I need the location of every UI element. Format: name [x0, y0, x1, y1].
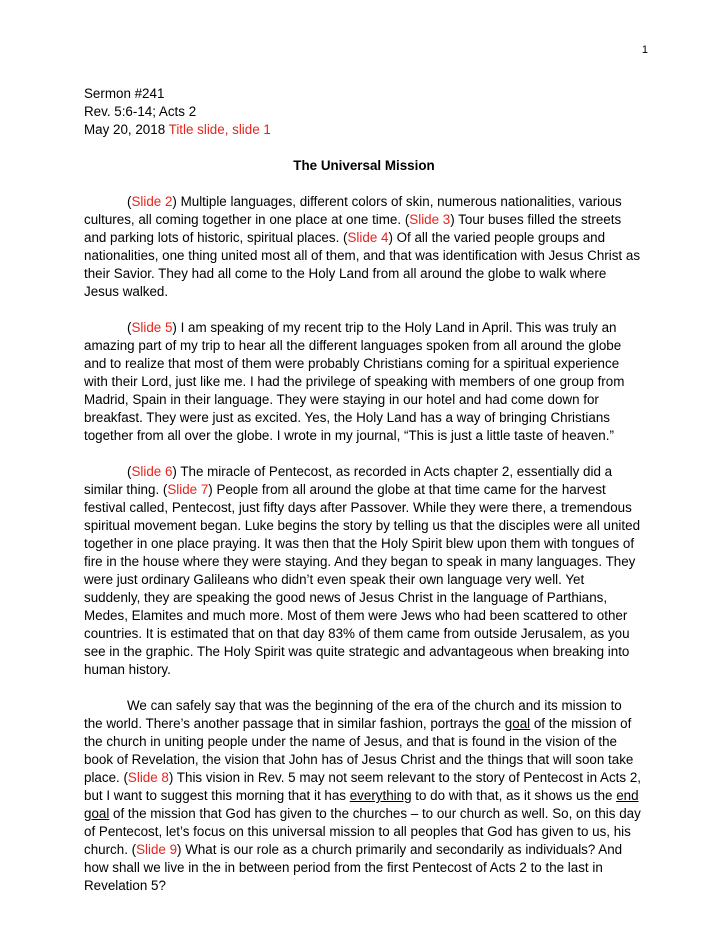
- document-body: [84, 85, 644, 913]
- paragraph-text: of the mission of the church in uniting people under the name of Jesus, and that is found in the vision of the book of Revelation, the vision that John has of Jesus Christ and the things that will soon take place. (: [84, 716, 634, 785]
- slide-reference: Slide 2: [131, 194, 173, 209]
- paragraph-text: ) This vision in Rev. 5 may not seem relevant to the story of Pentecost in Acts 2, but I want to suggest this morning that it has: [84, 770, 641, 803]
- slide-reference: Slide 5: [131, 320, 173, 335]
- sermon-title: The Universal Mission: [293, 158, 435, 173]
- paragraph-text: (: [127, 320, 132, 335]
- paragraph-text: ) The miracle of Pentecost, as recorded in Acts chapter 2, essentially did a similar thing. (: [84, 464, 613, 497]
- slide-reference: Slide 8: [127, 770, 169, 785]
- slide-reference: Slide 6: [131, 464, 173, 479]
- slide-reference: Slide 9: [136, 842, 178, 857]
- paragraph-text: of the mission that God has given to the churches – to our church as well. So, on this day of Pentecost, let’s focus on this universal mission to all peoples that God has given to us, his church. (: [84, 806, 641, 857]
- slide-reference: Slide 4: [347, 230, 389, 245]
- underlined-text: end goal: [84, 788, 639, 821]
- underlined-text: everything: [349, 788, 412, 803]
- slide-reference: Slide 7: [167, 482, 209, 497]
- slide-note: Title slide, slide 1: [168, 122, 271, 137]
- date-line: [84, 121, 644, 139]
- paragraph-text: ) I am speaking of my recent trip to the Holy Land in April. This was truly an amazing part of my trip to hear all the different languages spoken from all around the globe and to realize that most of them were probably Christians coming for a spiritual experience with their Lord, just like me. I had the privilege of speaking with members of one group from Madrid, Spain in their language. They were staying in our hotel and had come down for breakfast. They were just as excited. Yes, the Holy Land has a way of bringing Christians together from all over the globe. I wrote in my journal, “This is just a little taste of heaven.”: [84, 320, 625, 443]
- sermon-number: Sermon #241: [84, 86, 165, 101]
- paragraph-text: ) Multiple languages, different colors of skin, numerous nationalities, various cultures, all coming together in one place at one time. (: [84, 194, 622, 227]
- paragraph-text: to do with that, as it shows us the: [411, 788, 617, 803]
- paragraph-text: ) Of all the varied people groups and nationalities, one thing united most all of them, and that was identification with Jesus Christ as their Savior. They had all come to the Holy Land from all around the globe to walk where Jesus walked.: [84, 230, 641, 299]
- underlined-text: goal: [504, 716, 531, 731]
- paragraph-text: (: [127, 194, 132, 209]
- paragraph: [84, 697, 644, 895]
- paragraph-text: ) Tour buses filled the streets and parking lots of historic, spiritual places. (: [84, 212, 622, 245]
- paragraph-text: (: [127, 464, 132, 479]
- paragraph-text: We can safely say that was the beginning of the era of the church and its mission to the world. There’s another passage that in similar fashion, portrays the: [84, 698, 622, 731]
- paragraph: [84, 463, 644, 679]
- sermon-date: May 20, 2018: [84, 122, 166, 137]
- paragraph-text: ) People from all around the globe at that time came for the harvest festival called, Pentecost, just fifty days after Passover. While they were there, a tremendous spiritual movement began. Luke begins the story by telling us that the disciples were all united together in one place praying. It was then that the Holy Spirit blew upon them with tongues of fire in the house where they were staying. And they began to speak in many languages. They were just ordinary Galileans who didn’t even speak their own language very well. Yet suddenly, they are speaking the good news of Jesus Christ in the language of Parthians, Medes, Elamites and much more. Most of them were Jews who had been scattered to other countries. It is estimated that on that day 83% of them came from outside Jerusalem, as you see in the graphic. The Holy Spirit was quite strategic and advantageous when breaking into human history.: [84, 482, 641, 677]
- slide-reference: Slide 3: [409, 212, 451, 227]
- sermon-paragraphs: [84, 193, 644, 895]
- scripture-reference: Rev. 5:6-14; Acts 2: [84, 104, 197, 119]
- page-number: 1: [641, 44, 648, 56]
- paragraph-text: ) What is our role as a church primarily and secondarily as individuals? And how shall we live in the in between period from the first Pentecost of Acts 2 to the last in Revelation 5?: [84, 842, 623, 893]
- paragraph: [84, 319, 644, 445]
- paragraph: [84, 193, 644, 301]
